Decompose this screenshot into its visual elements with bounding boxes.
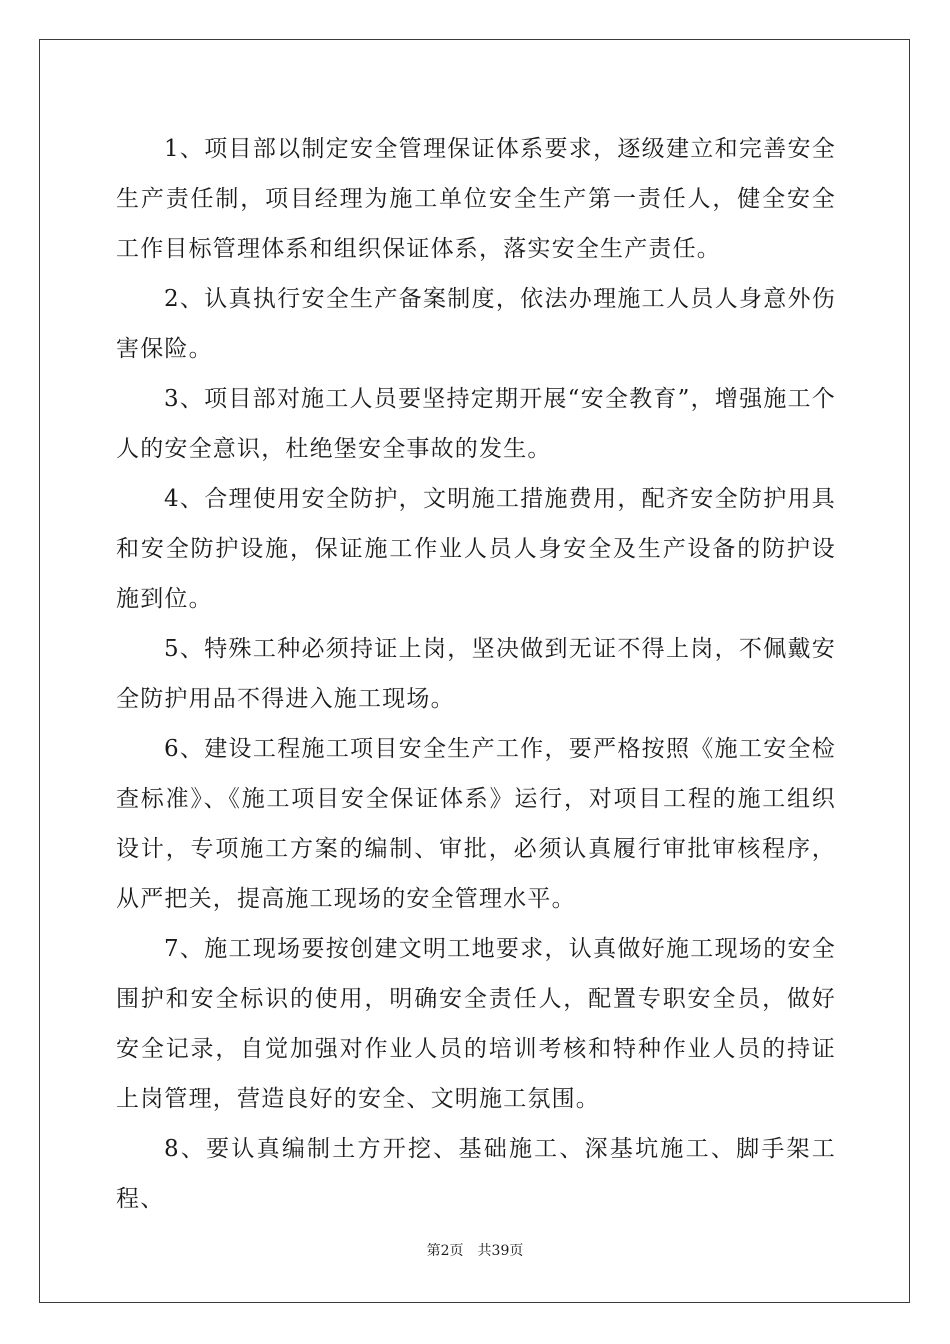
paragraph-5: 5、特殊工种必须持证上岗，坚决做到无证不得上岗，不佩戴安全防护用品不得进入施工现场。 bbox=[116, 636, 836, 712]
paragraph-2: 2、认真执行安全生产备案制度，依法办理施工人员人身意外伤害保险。 bbox=[116, 286, 836, 362]
paragraph-3: 3、项目部对施工人员要坚持定期开展“安全教育”，增强施工个人的安全意识，杜绝堡安全事故的发生。 bbox=[116, 386, 836, 462]
paragraph-8: 8、要认真编制土方开挖、基础施工、深基坑施工、脚手架工程、 bbox=[116, 1136, 836, 1212]
document-body bbox=[116, 124, 836, 1224]
paragraph-6: 6、建设工程施工项目安全生产工作，要严格按照《施工安全检查标准》、《施工项目安全保证体系》运行，对项目工程的施工组织设计，专项施工方案的编制、审批，必须认真履行审批审核程序，从严把关，提高施工现场的安全管理水平。 bbox=[116, 736, 836, 912]
page-number: 第2页 bbox=[426, 1243, 464, 1259]
paragraph-4: 4、合理使用安全防护，文明施工措施费用，配齐安全防护用具和安全防护设施，保证施工作业人员人身安全及生产设备的防护设施到位。 bbox=[116, 486, 836, 612]
paragraph-1: 1、项目部以制定安全管理保证体系要求，逐级建立和完善安全生产责任制，项目经理为施工单位安全生产第一责任人，健全安全工作目标管理体系和组织保证体系，落实安全生产责任。 bbox=[116, 136, 836, 262]
total-pages: 共39页 bbox=[477, 1243, 524, 1259]
page-footer bbox=[0, 1240, 950, 1260]
paragraph-7: 7、施工现场要按创建文明工地要求，认真做好施工现场的安全围护和安全标识的使用，明确安全责任人，配置专职安全员，做好安全记录，自觉加强对作业人员的培训考核和特种作业人员的持证上岗管理，营造良好的安全、文明施工氛围。 bbox=[116, 936, 836, 1112]
